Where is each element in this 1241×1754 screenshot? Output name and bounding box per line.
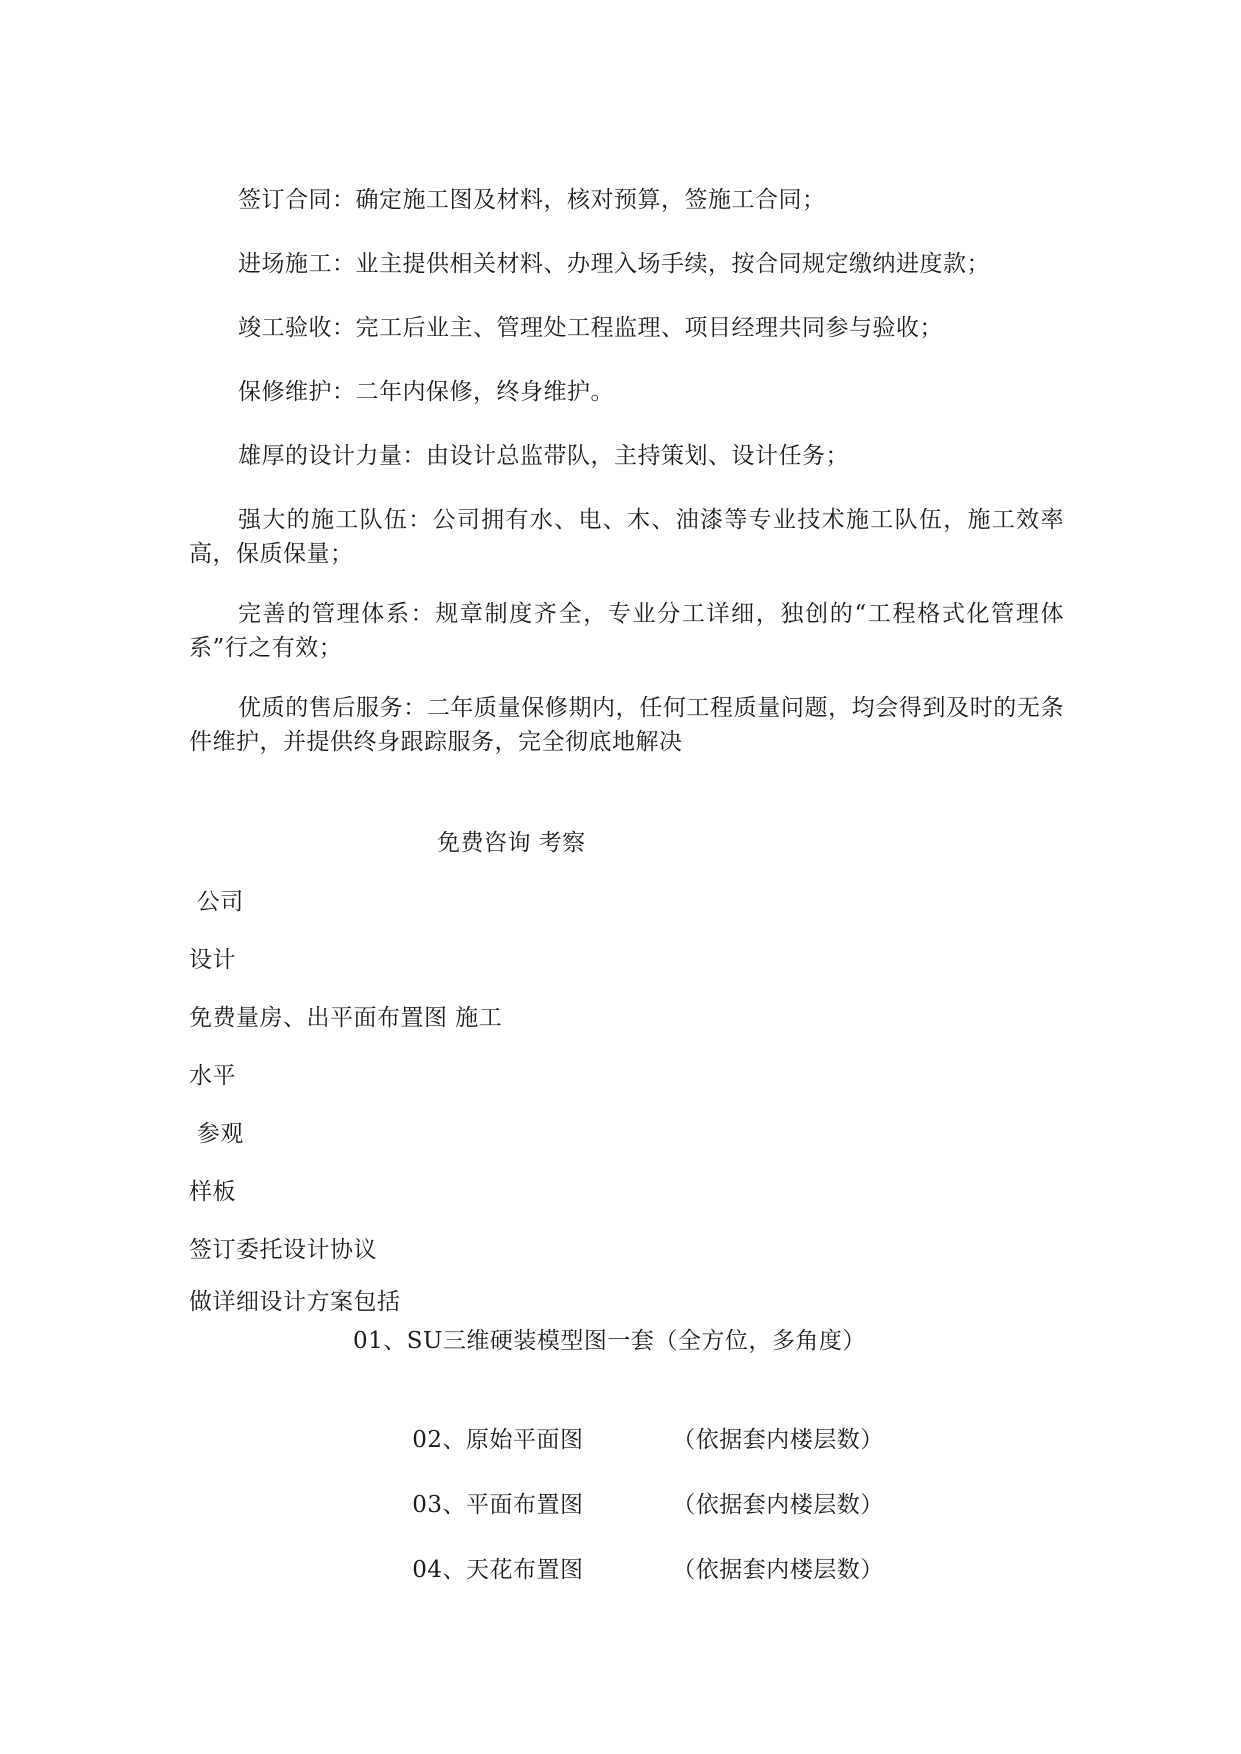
flow-line-scheme: 做详细设计方案包括: [189, 1289, 401, 1315]
paragraph-after-sales: 优质的售后服务：二年质量保修期内，任何工程质量问题，均会得到及时的无条件维护，并提供终身跟踪服务，完全彻底地解决: [189, 695, 1064, 755]
deliverable-item-03-label: 03、平面布置图: [412, 1492, 584, 1518]
deliverable-item-01: 01、SU三维硬装模型图一套（全方位，多角度）: [353, 1328, 866, 1354]
flow-line-level: 水平: [189, 1063, 236, 1089]
flow-line-measure: 免费量房、出平面布置图 施工: [189, 1005, 503, 1031]
deliverable-item-04: [381, 1519, 884, 1621]
paragraph-contract: 签订合同：确定施工图及材料，核对预算，签施工合同；: [238, 187, 826, 213]
paragraph-design-strength: 雄厚的设计力量：由设计总监带队，主持策划、设计任务；: [238, 443, 849, 469]
flow-line-agreement: 签订委托设计协议: [189, 1237, 377, 1263]
paragraph-construction: 进场施工：业主提供相关材料、办理入场手续，按合同规定缴纳进度款；: [238, 251, 990, 277]
paragraph-construction-team: 强大的施工队伍：公司拥有水、电、木、油漆等专业技术施工队伍，施工效率高，保质保量；: [189, 507, 1064, 567]
center-heading: 免费咨询 考察: [437, 830, 586, 856]
deliverable-item-04-label: 04、天花布置图: [412, 1557, 584, 1583]
flow-line-company: 公司: [189, 889, 244, 915]
deliverable-item-03-note: （依据套内楼层数）: [672, 1492, 884, 1518]
deliverable-item-02-note: （依据套内楼层数）: [672, 1427, 884, 1453]
deliverable-item-02-label: 02、原始平面图: [412, 1427, 584, 1453]
flow-line-design: 设计: [189, 947, 236, 973]
flow-line-sample: 样板: [189, 1179, 236, 1205]
deliverable-item-04-note: （依据套内楼层数）: [672, 1557, 884, 1583]
paragraph-acceptance: 竣工验收：完工后业主、管理处工程监理、项目经理共同参与验收；: [238, 315, 943, 341]
flow-line-visit: 参观: [189, 1121, 244, 1147]
paragraph-warranty: 保修维护：二年内保修，终身维护。: [238, 379, 614, 405]
paragraph-management-system: 完善的管理体系：规章制度齐全，专业分工详细，独创的“工程格式化管理体系”行之有效；: [189, 601, 1064, 661]
